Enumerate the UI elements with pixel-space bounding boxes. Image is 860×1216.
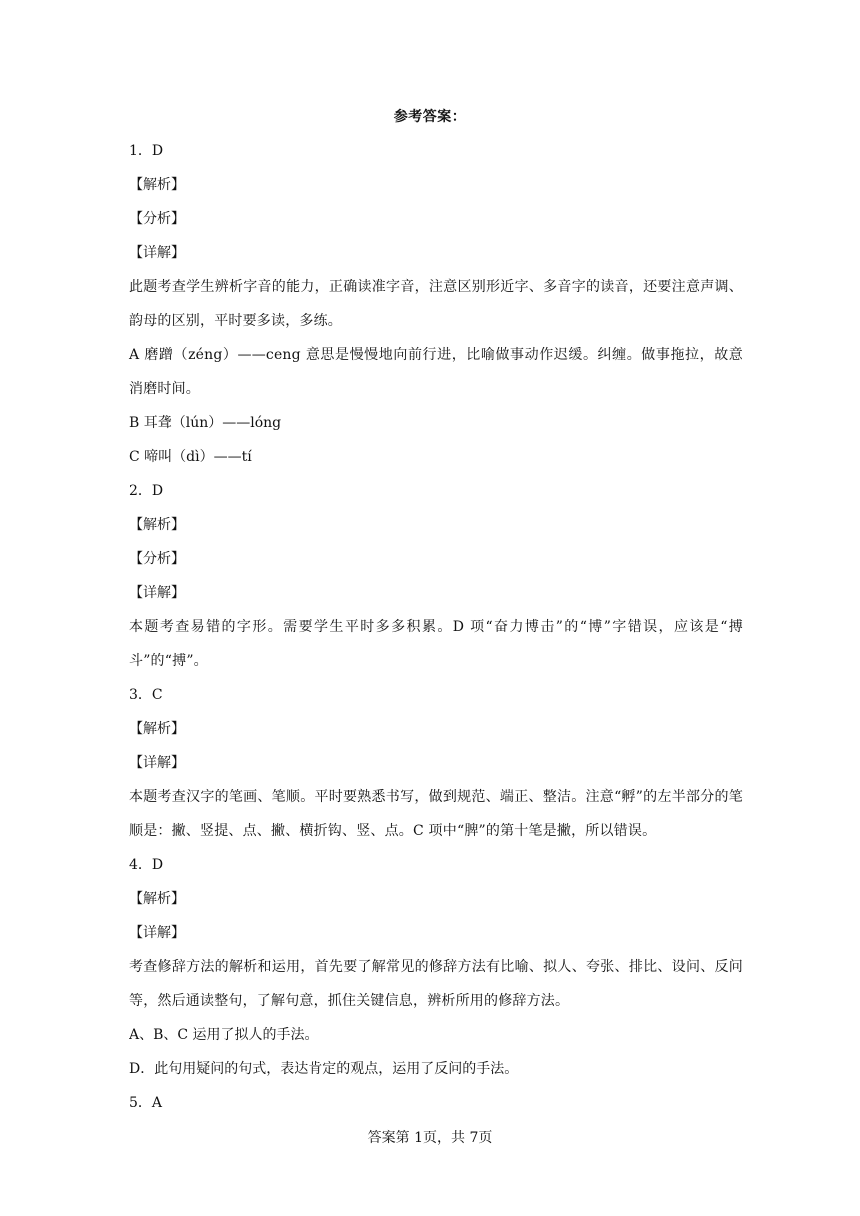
explanation-4-abc: A、B、C 运用了拟人的手法。 [129, 1027, 319, 1043]
page-footer: 答案第 1页，共 7页 [367, 1130, 493, 1146]
answer-number-4: 4．D [129, 857, 164, 873]
analysis-tag-1: 【解析】 [129, 177, 185, 193]
explanation-3-text: 本题考查汉字的笔画、笔顺。平时要熟悉书写，做到规范、端正、整洁。注意“孵”的左半部分的笔顺是：撇、竖提、点、撇、横折钩、竖、点。C 项中“脾”的第十笔是撇，所以错误。 [129, 789, 743, 839]
explanation-4-d: D．此句用疑问的句式，表达肯定的观点，运用了反问的手法。 [129, 1061, 519, 1077]
analysis-tag-4: 【解析】 [129, 891, 185, 907]
answer-number-2: 2．D [129, 483, 164, 499]
detail-tag-3: 【详解】 [129, 755, 185, 771]
fenxi-tag-2: 【分析】 [129, 551, 185, 567]
analysis-tag-3: 【解析】 [129, 721, 185, 737]
answer-content [129, 134, 743, 1120]
detail-tag-1: 【详解】 [129, 245, 185, 261]
explanation-1-text: 此题考查学生辨析字音的能力，正确读准字音，注意区别形近字、多音字的读音，还要注意声调、韵母的区别，平时要多读，多练。 [129, 279, 743, 329]
answer-number-5: 5．A [129, 1095, 163, 1111]
explanation-1-option-b: B 耳聋（lún）——lóng [129, 415, 282, 431]
analysis-tag-2: 【解析】 [129, 517, 185, 533]
explanation-1-option-c: C 啼叫（dì）——tí [129, 449, 252, 465]
answer-number-1: 1．D [129, 143, 164, 159]
detail-tag-2: 【详解】 [129, 585, 185, 601]
explanation-2-text: 本题考查易错的字形。需要学生平时多多积累。D 项“奋力博击”的“博”字错误，应该是“搏斗”的“搏”。 [129, 619, 743, 669]
fenxi-tag-1: 【分析】 [129, 211, 185, 227]
explanation-1-option-a: A 磨蹭（zéng）——ceng 意思是慢慢地向前行进，比喻做事动作迟缓。纠缠。做事拖拉，故意消磨时间。 [129, 347, 743, 397]
answer-number-3: 3．C [129, 687, 163, 703]
explanation-4-text: 考查修辞方法的解析和运用，首先要了解常见的修辞方法有比喻、拟人、夸张、排比、设问、反问等，然后通读整句，了解句意，抓住关键信息，辨析所用的修辞方法。 [129, 959, 743, 1009]
detail-tag-4: 【详解】 [129, 925, 185, 941]
page-title: 参考答案： [393, 109, 467, 125]
